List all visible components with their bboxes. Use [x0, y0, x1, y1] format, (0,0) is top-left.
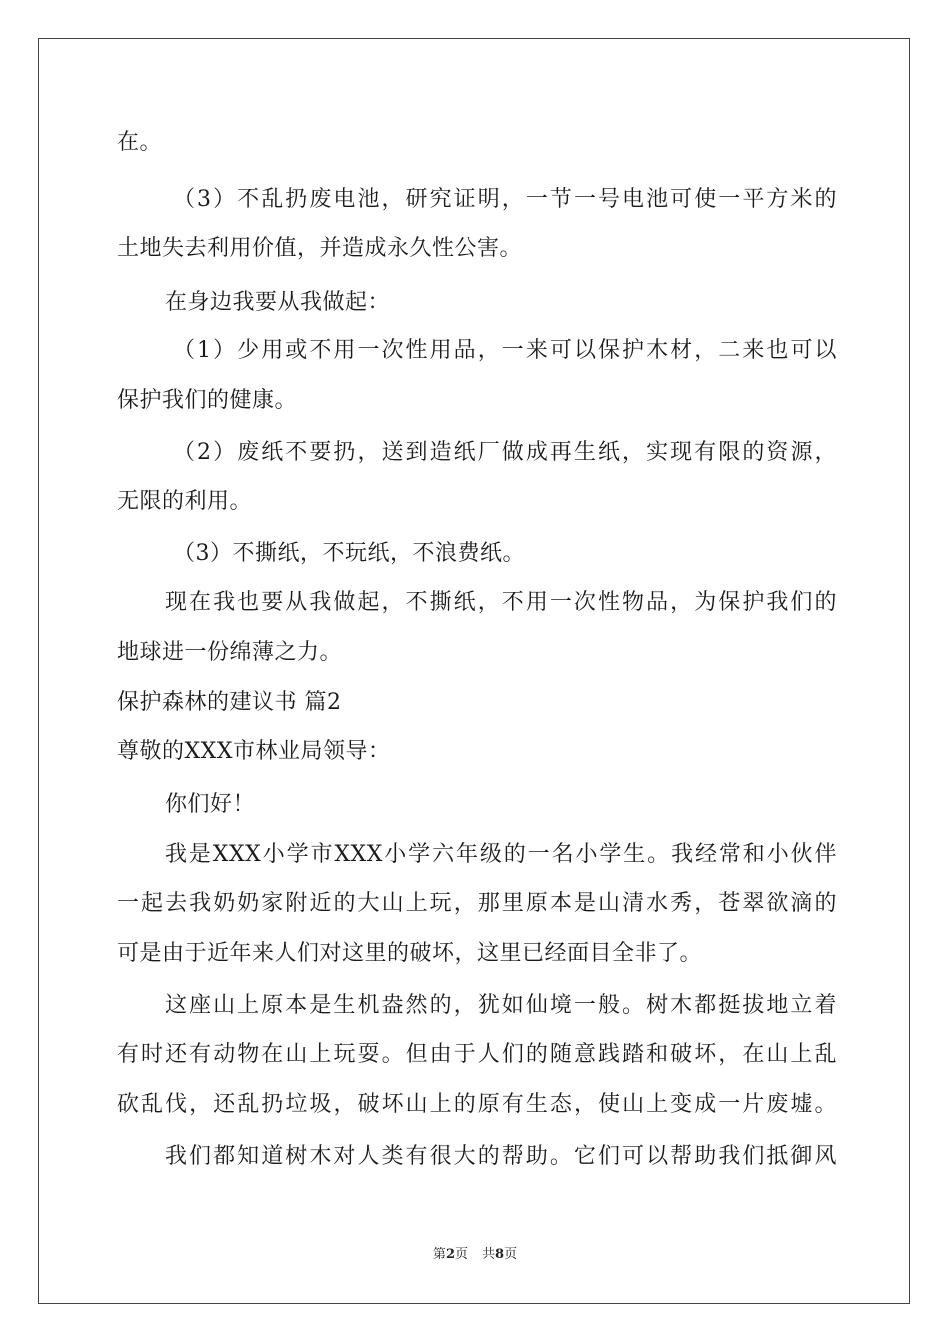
total-page-count: 8 [495, 1247, 505, 1262]
text-line: （3）不撕纸，不玩纸，不浪费纸。 [173, 541, 525, 566]
text-line: （3）不乱扔废电池，研究证明，一节一号电池可使一平方米的 [173, 187, 837, 212]
page-footer [0, 1246, 950, 1264]
total-suffix: 页 [504, 1247, 518, 1262]
current-page-number: 2 [445, 1247, 455, 1262]
text-line: （1）少用或不用一次性用品，一来可以保护木材，二来也可以 [173, 338, 837, 363]
total-prefix: 共 [482, 1247, 496, 1262]
text-line: 我是XXX小学市XXX小学六年级的一名小学生。我经常和小伙伴 [165, 842, 837, 867]
text-line: 在。 [117, 130, 163, 155]
section-heading: 保护森林的建议书 篇2 [117, 690, 342, 715]
text-line: 土地失去利用价值，并造成永久性公害。 [117, 236, 523, 261]
text-line: 在身边我要从我做起： [165, 290, 391, 315]
text-line: 我们都知道树木对人类有很大的帮助。它们可以帮助我们抵御风 [165, 1144, 837, 1169]
text-line: 这座山上原本是生机盎然的，犹如仙境一般。树木都挺拔地立着 [165, 993, 837, 1018]
text-line: 有时还有动物在山上玩耍。但由于人们的随意践踏和破坏，在山上乱 [117, 1042, 837, 1067]
text-line: （2）废纸不要扔，送到造纸厂做成再生纸，实现有限的资源， [173, 440, 837, 465]
page-suffix: 页 [454, 1247, 468, 1262]
text-line: 一起去我奶奶家附近的大山上玩，那里原本是山清水秀，苍翠欲滴的 [117, 891, 837, 916]
text-line: 地球进一份绵薄之力。 [117, 640, 343, 665]
text-line: 保护我们的健康。 [117, 388, 298, 413]
text-line: 现在我也要从我做起，不撕纸，不用一次性物品，为保护我们的 [165, 590, 837, 615]
text-line: 无限的利用。 [117, 489, 253, 514]
salutation: 尊敬的XXX市林业局领导： [117, 739, 391, 764]
text-line: 可是由于近年来人们对这里的破坏，这里已经面目全非了。 [117, 941, 703, 966]
text-line: 砍乱伐，还乱扔垃圾，破坏山上的原有生态，使山上变成一片废墟。 [117, 1092, 837, 1117]
page-prefix: 第 [432, 1247, 446, 1262]
greeting: 你们好！ [165, 792, 256, 817]
